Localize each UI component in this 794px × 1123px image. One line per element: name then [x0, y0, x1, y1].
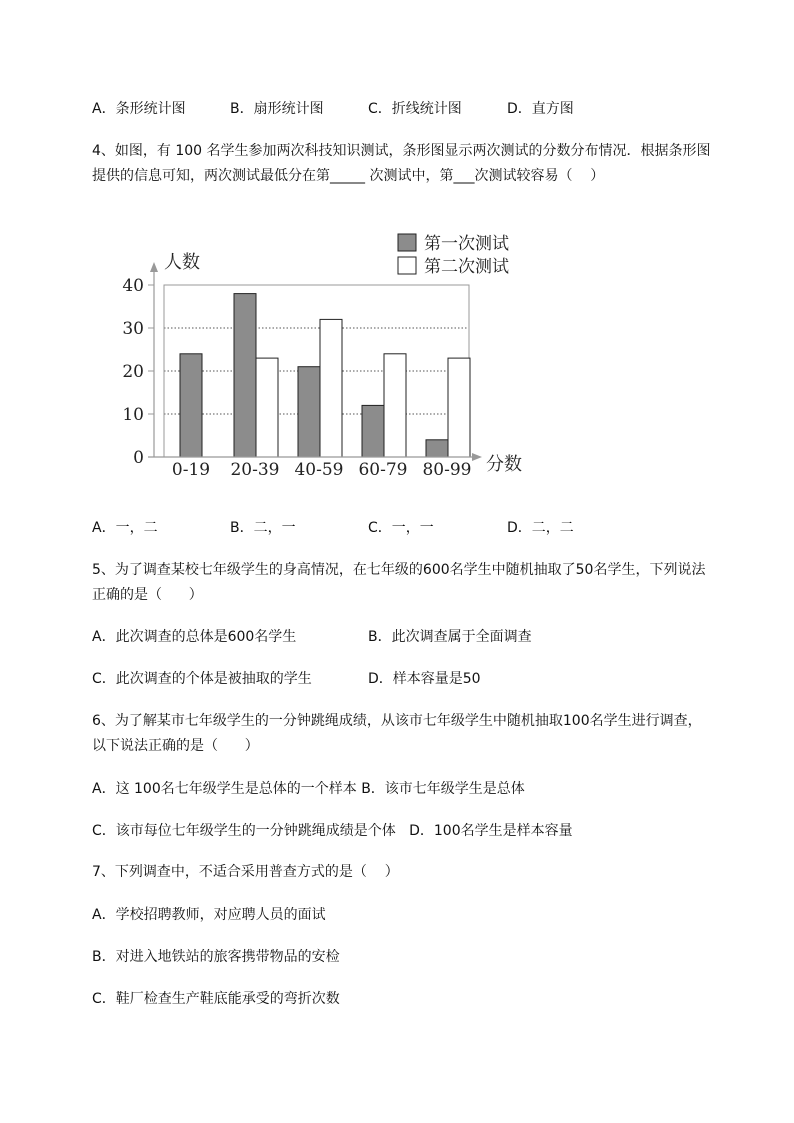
q4-option-d: D．二，二 [507, 520, 574, 536]
q3-option-c: C．折线统计图 [368, 101, 462, 117]
q7-option-a: A．学校招聘教师，对应聘人员的面试 [92, 907, 326, 923]
x-tick-label: 20-39 [230, 460, 280, 480]
legend-swatch-2 [398, 257, 416, 274]
q5-stem-line2: 正确的是（ ） [92, 587, 203, 603]
q4-option-c: C．一，一 [368, 520, 434, 536]
q5-option-c: C．此次调查的个体是被抽取的学生 [92, 671, 312, 687]
bar-second-80-99 [448, 358, 470, 457]
q5-option-d: D．样本容量是50 [368, 671, 481, 687]
q7-stem: 7、下列调查中，不适合采用普查方式的是（ ） [92, 864, 399, 880]
q6-options-ab: A．这 100名七年级学生是总体的一个样本 B．该市七年级学生是总体 [92, 781, 525, 797]
x-tick-label: 80-99 [422, 460, 472, 480]
bar-first-80-99 [426, 440, 448, 457]
q3-option-a: A．条形统计图 [92, 101, 186, 117]
q5-option-b: B．此次调查属于全面调查 [368, 629, 532, 645]
y-tick-label: 10 [122, 405, 144, 425]
y-axis-label: 人数 [164, 252, 200, 273]
q3-option-d: D．直方图 [507, 101, 574, 117]
q5-stem-line1: 5、为了调查某校七年级学生的身高情况，在七年级的600名学生中随机抽取了50名学生，下列说法 [92, 562, 706, 578]
y-tick-label: 40 [122, 276, 144, 296]
q6-stem-line1: 6、为了解某市七年级学生的一分钟跳绳成绩，从该市七年级学生中随机抽取100名学生进行调查， [92, 713, 702, 729]
q3-option-b: B．扇形统计图 [230, 101, 324, 117]
q4-stem-line1: 4、如图，有 100 名学生参加两次科技知识测试，条形图显示两次测试的分数分布情况．根据条形图 [92, 143, 711, 159]
bar-first-20-39 [234, 294, 256, 457]
q7-option-c: C．鞋厂检查生产鞋底能承受的弯折次数 [92, 991, 340, 1007]
q7-option-b: B．对进入地铁站的旅客携带物品的安检 [92, 949, 340, 965]
legend-label-2: 第二次测试 [424, 257, 509, 277]
x-axis-arrow [472, 453, 482, 461]
bar-second-60-79 [384, 354, 406, 457]
x-tick-label: 40-59 [294, 460, 344, 480]
bar-chart [118, 222, 538, 484]
bar-second-40-59 [320, 319, 342, 457]
bar-second-20-39 [256, 358, 278, 457]
legend-label-1: 第一次测试 [424, 234, 509, 254]
bar-first-60-79 [362, 405, 384, 457]
bar-first-0-19 [180, 354, 202, 457]
x-axis-label: 分数 [486, 454, 522, 475]
y-tick-label: 0 [133, 448, 144, 468]
y-tick-label: 20 [122, 362, 144, 382]
q6-options-cd: C．该市每位七年级学生的一分钟跳绳成绩是个体 D．100名学生是样本容量 [92, 823, 573, 839]
q5-option-a: A．此次调查的总体是600名学生 [92, 629, 297, 645]
q4-option-a: A．一，二 [92, 520, 158, 536]
legend-swatch-1 [398, 234, 416, 251]
q4-stem-line2: 提供的信息可知，两次测试最低分在第_____ 次测试中，第___次测试较容易（ ） [92, 168, 605, 184]
x-tick-label: 60-79 [358, 460, 408, 480]
q6-stem-line2: 以下说法正确的是（ ） [92, 738, 259, 754]
bar-first-40-59 [298, 367, 320, 457]
y-tick-label: 30 [122, 319, 144, 339]
q4-option-b: B．二，一 [230, 520, 296, 536]
x-tick-label: 0-19 [171, 460, 211, 480]
y-axis-arrow [150, 262, 158, 272]
